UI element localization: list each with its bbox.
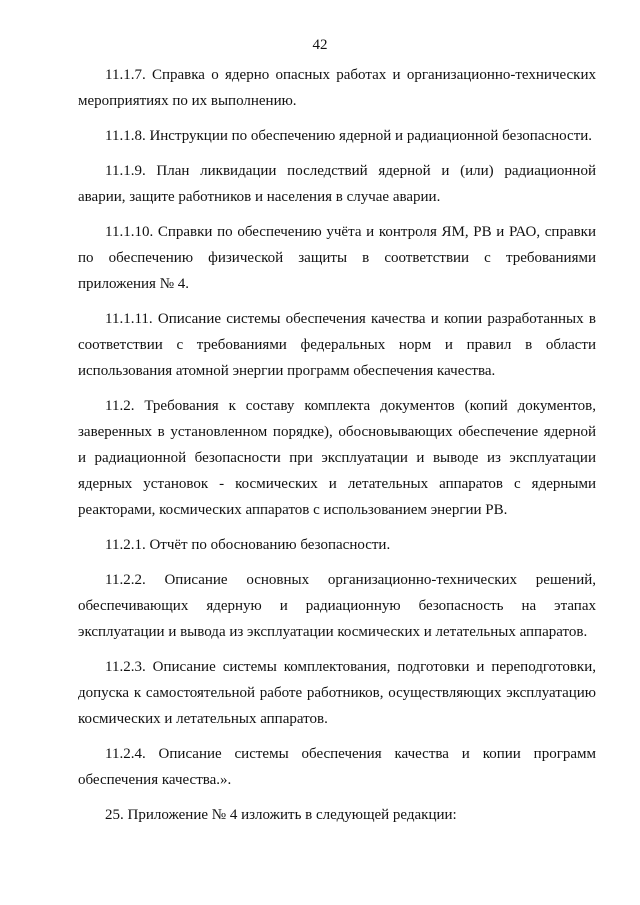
document-body bbox=[78, 62, 596, 837]
paragraph-11-2-1: 11.2.1. Отчёт по обоснованию безопасности. bbox=[105, 537, 391, 553]
page-number: 42 bbox=[312, 37, 328, 53]
paragraph-11-1-8: 11.1.8. Инструкции по обеспечению ядерной и радиационной безопасности. bbox=[105, 128, 593, 144]
paragraph-11-2: 11.2. Требования к составу комплекта документов (копий документов, заверенных в установленном порядке), обосновывающих обеспечение ядерной и радиационной безопасности при эксплуатации и выводе из эксплуатации ядерных установок - космических и летательных аппаратов с ядерными реакторами, космических аппаратов с использованием энергии РВ. bbox=[78, 398, 596, 518]
paragraph-11-1-9: 11.1.9. План ликвидации последствий ядерной и (или) радиационной аварии, защите работников и населения в случае аварии. bbox=[78, 163, 596, 205]
paragraph-11-2-3: 11.2.3. Описание системы комплектования, подготовки и переподготовки, допуска к самостоятельной работе работников, осуществляющих эксплуатацию космических и летательных аппаратов. bbox=[78, 659, 596, 727]
paragraph-11-2-4: 11.2.4. Описание системы обеспечения качества и копии программ обеспечения качества.». bbox=[78, 746, 596, 788]
paragraph-25: 25. Приложение № 4 изложить в следующей редакции: bbox=[105, 807, 457, 823]
paragraph-11-1-10: 11.1.10. Справки по обеспечению учёта и контроля ЯМ, РВ и РАО, справки по обеспечению физической защиты в соответствии с требованиями приложения № 4. bbox=[78, 224, 596, 292]
paragraph-11-1-11: 11.1.11. Описание системы обеспечения качества и копии разработанных в соответствии с требованиями федеральных норм и правил в области использования атомной энергии программ обеспечения качества. bbox=[78, 311, 596, 379]
paragraph-11-1-7: 11.1.7. Справка о ядерно опасных работах и организационно-технических мероприятиях по их выполнению. bbox=[78, 67, 596, 109]
paragraph-11-2-2: 11.2.2. Описание основных организационно-технических решений, обеспечивающих ядерную и радиационную безопасность на этапах эксплуатации и вывода из эксплуатации космических и летательных аппаратов. bbox=[78, 572, 596, 640]
